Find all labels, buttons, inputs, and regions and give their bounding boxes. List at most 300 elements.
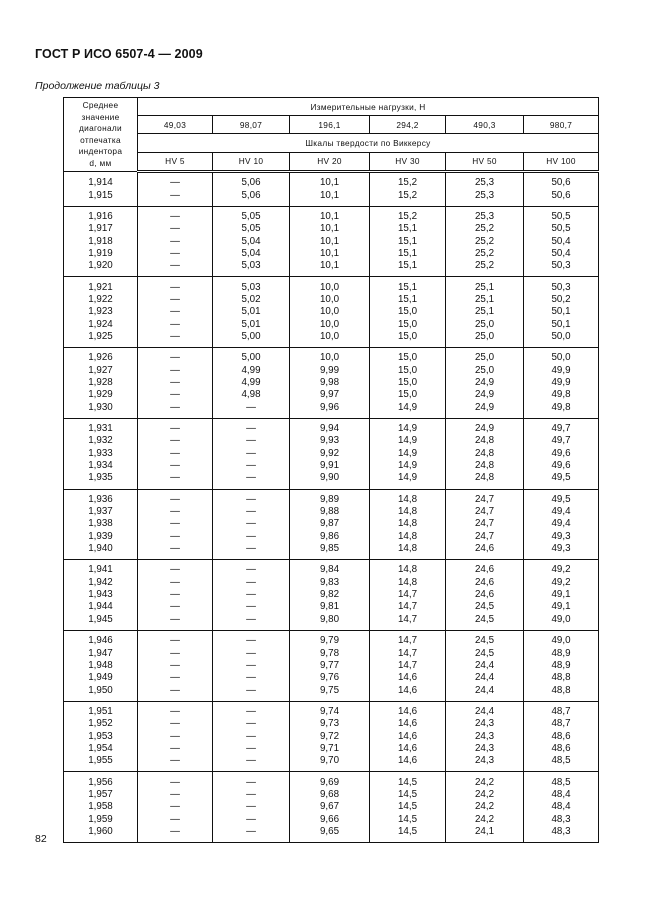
hardness-cell: — [213,614,290,631]
hardness-cell: 10,1 [290,223,370,235]
hardness-cell: 48,5 [524,755,599,772]
hardness-cell: 5,00 [213,331,290,348]
hardness-cell: 24,8 [446,435,524,447]
hardness-cell: 25,3 [446,172,524,190]
hardness-cell: 5,05 [213,206,290,223]
hardness-cell: 49,1 [524,589,599,601]
diagonal-cell: 1,948 [64,660,138,672]
hardness-cell: — [213,543,290,560]
table-row [64,318,599,330]
hardness-cell: 24,6 [446,543,524,560]
diagonal-cell: 1,937 [64,506,138,518]
hardness-cell: 9,65 [290,826,370,843]
diagonal-cell: 1,916 [64,206,138,223]
hardness-cell: — [138,489,213,506]
hardness-cell: — [138,277,213,294]
diagonal-cell: 1,944 [64,601,138,613]
hardness-cell: 24,2 [446,772,524,789]
hardness-cell: 48,8 [524,684,599,701]
table-row [64,813,599,825]
hardness-cell: 49,4 [524,518,599,530]
hardness-cell: 10,1 [290,189,370,206]
hardness-cell: — [138,684,213,701]
hardness-cell: 24,8 [446,472,524,489]
scale-label: HV 10 [213,152,290,171]
hardness-cell: 24,9 [446,402,524,419]
table-row [64,189,599,206]
hardness-cell: — [213,435,290,447]
hardness-cell: 5,04 [213,248,290,260]
diagonal-cell: 1,938 [64,518,138,530]
hardness-cell: 9,67 [290,801,370,813]
hardness-cell: — [138,418,213,435]
hardness-cell: 48,6 [524,730,599,742]
hardness-cell: 24,1 [446,826,524,843]
hardness-cell: 49,0 [524,614,599,631]
hardness-cell: 24,4 [446,684,524,701]
hardness-cell: 9,79 [290,631,370,648]
hardness-cell: 25,2 [446,235,524,247]
diagonal-cell: 1,942 [64,577,138,589]
table-row [64,730,599,742]
table-row [64,331,599,348]
hardness-cell: — [138,560,213,577]
hardness-cell: 24,7 [446,518,524,530]
diagonal-cell: 1,960 [64,826,138,843]
hardness-cell: 24,9 [446,377,524,389]
hardness-cell: — [138,206,213,223]
hardness-cell: 10,1 [290,172,370,190]
scales-row [64,152,599,171]
hardness-cell: 9,99 [290,364,370,376]
table-row [64,172,599,190]
hardness-cell: 49,3 [524,531,599,543]
hardness-cell: 14,7 [370,660,446,672]
hardness-cell: 14,8 [370,543,446,560]
corner-line: диагонали [79,123,122,133]
hardness-cell: 9,86 [290,531,370,543]
hardness-cell: — [213,589,290,601]
hardness-cell: 24,4 [446,701,524,718]
hardness-table [63,97,599,843]
hardness-cell: 15,1 [370,277,446,294]
hardness-cell: 49,3 [524,543,599,560]
hardness-cell: 24,3 [446,755,524,772]
hardness-cell: 24,3 [446,730,524,742]
hardness-cell: 14,6 [370,684,446,701]
table-row [64,647,599,659]
hardness-cell: 14,5 [370,772,446,789]
hardness-cell: 14,5 [370,801,446,813]
hardness-cell: 50,3 [524,277,599,294]
hardness-cell: 25,0 [446,318,524,330]
hardness-cell: — [138,589,213,601]
diagonal-cell: 1,919 [64,248,138,260]
diagonal-cell: 1,940 [64,543,138,560]
hardness-cell: 24,5 [446,647,524,659]
table-row [64,589,599,601]
hardness-cell: 50,2 [524,294,599,306]
hardness-cell: — [213,755,290,772]
hardness-cell: — [138,518,213,530]
hardness-cell: 5,06 [213,172,290,190]
hardness-cell: — [138,172,213,190]
hardness-cell: 14,8 [370,560,446,577]
diagonal-cell: 1,924 [64,318,138,330]
hardness-cell: — [138,260,213,277]
table-row [64,260,599,277]
hardness-cell: 9,91 [290,460,370,472]
hardness-cell: 5,05 [213,223,290,235]
hardness-cell: 9,66 [290,813,370,825]
hardness-cell: 24,3 [446,743,524,755]
hardness-cell: — [213,743,290,755]
scale-label: HV 30 [370,152,446,171]
hardness-cell: — [213,684,290,701]
hardness-cell: — [138,235,213,247]
hardness-cell: 49,8 [524,402,599,419]
hardness-cell: — [213,472,290,489]
hardness-cell: 50,5 [524,206,599,223]
hardness-cell: 9,82 [290,589,370,601]
diagonal-cell: 1,917 [64,223,138,235]
hardness-cell: — [138,577,213,589]
table-row [64,348,599,365]
table-row [64,684,599,701]
hardness-cell: — [138,826,213,843]
hardness-cell: 25,1 [446,306,524,318]
table-row [64,506,599,518]
corner-line: индентора [78,146,123,156]
hardness-cell: — [138,801,213,813]
hardness-cell: 50,0 [524,331,599,348]
hardness-cell: — [138,614,213,631]
hardness-cell: 48,4 [524,789,599,801]
hardness-cell: 9,87 [290,518,370,530]
hardness-cell: 49,2 [524,577,599,589]
hardness-cell: — [213,660,290,672]
hardness-cell: 15,1 [370,248,446,260]
hardness-cell: — [138,701,213,718]
hardness-cell: 50,3 [524,260,599,277]
hardness-cell: — [213,418,290,435]
diagonal-cell: 1,950 [64,684,138,701]
hardness-cell: 25,2 [446,223,524,235]
hardness-cell: 10,0 [290,318,370,330]
diagonal-cell: 1,956 [64,772,138,789]
hardness-cell: — [138,601,213,613]
hardness-cell: 48,7 [524,718,599,730]
diagonal-cell: 1,947 [64,647,138,659]
hardness-cell: — [138,448,213,460]
hardness-cell: 9,90 [290,472,370,489]
diagonal-cell: 1,939 [64,531,138,543]
page-number: 82 [35,833,47,845]
hardness-cell: — [138,647,213,659]
hardness-cell: — [138,377,213,389]
table-row [64,755,599,772]
hardness-cell: 24,6 [446,589,524,601]
hardness-cell: 9,76 [290,672,370,684]
hardness-cell: — [213,577,290,589]
table-row [64,277,599,294]
table-row [64,206,599,223]
hardness-cell: 15,0 [370,377,446,389]
hardness-cell: 9,75 [290,684,370,701]
hardness-cell: 14,6 [370,701,446,718]
hardness-cell: 10,1 [290,248,370,260]
hardness-cell: 10,0 [290,294,370,306]
hardness-cell: — [213,813,290,825]
hardness-cell: 9,68 [290,789,370,801]
hardness-cell: 14,6 [370,755,446,772]
row-group [64,560,599,631]
hardness-cell: 48,7 [524,701,599,718]
hardness-cell: — [138,755,213,772]
hardness-cell: 9,74 [290,701,370,718]
hardness-cell: 48,3 [524,826,599,843]
hardness-cell: 25,0 [446,331,524,348]
hardness-cell: 49,6 [524,460,599,472]
table-row [64,223,599,235]
diagonal-column-header [64,98,138,172]
hardness-cell: 25,0 [446,364,524,376]
table-row [64,518,599,530]
hardness-cell: 24,9 [446,418,524,435]
hardness-cell: — [213,601,290,613]
hardness-cell: — [213,402,290,419]
hardness-cell: 14,9 [370,435,446,447]
diagonal-cell: 1,935 [64,472,138,489]
diagonal-cell: 1,926 [64,348,138,365]
table-row [64,448,599,460]
load-value: 294,2 [370,116,446,134]
hardness-cell: 9,84 [290,560,370,577]
hardness-cell: — [213,506,290,518]
hardness-cell: — [138,730,213,742]
table-row [64,772,599,789]
hardness-cell: 9,93 [290,435,370,447]
hardness-cell: 14,6 [370,730,446,742]
diagonal-cell: 1,921 [64,277,138,294]
hardness-cell: 9,70 [290,755,370,772]
hardness-cell: — [138,331,213,348]
hardness-cell: 25,0 [446,348,524,365]
diagonal-cell: 1,957 [64,789,138,801]
hardness-cell: 10,0 [290,277,370,294]
hardness-cell: — [138,789,213,801]
hardness-cell: 48,3 [524,813,599,825]
diagonal-cell: 1,925 [64,331,138,348]
table-row [64,660,599,672]
diagonal-cell: 1,946 [64,631,138,648]
hardness-cell: 14,7 [370,601,446,613]
table-row [64,801,599,813]
table-row [64,631,599,648]
diagonal-cell: 1,918 [64,235,138,247]
hardness-cell: 49,9 [524,364,599,376]
hardness-cell: — [138,506,213,518]
scale-label: HV 5 [138,152,213,171]
load-value: 980,7 [524,116,599,134]
hardness-cell: 15,0 [370,389,446,401]
hardness-cell: — [138,306,213,318]
hardness-cell: 10,1 [290,260,370,277]
table-row [64,672,599,684]
hardness-cell: — [213,531,290,543]
hardness-cell: 9,77 [290,660,370,672]
hardness-cell: 10,0 [290,306,370,318]
hardness-cell: 9,83 [290,577,370,589]
hardness-cell: — [213,789,290,801]
diagonal-cell: 1,943 [64,589,138,601]
load-value: 490,3 [446,116,524,134]
hardness-cell: — [138,248,213,260]
hardness-cell: 10,1 [290,235,370,247]
hardness-cell: 14,9 [370,472,446,489]
hardness-cell: 25,3 [446,206,524,223]
hardness-cell: — [138,364,213,376]
hardness-cell: 14,7 [370,589,446,601]
table-row [64,435,599,447]
hardness-cell: 4,98 [213,389,290,401]
hardness-cell: 14,8 [370,577,446,589]
hardness-cell: 14,5 [370,813,446,825]
hardness-cell: 25,1 [446,277,524,294]
hardness-cell: 24,3 [446,718,524,730]
hardness-cell: 48,9 [524,647,599,659]
hardness-cell: 24,7 [446,531,524,543]
table-row [64,248,599,260]
hardness-cell: 15,1 [370,235,446,247]
hardness-cell: — [138,223,213,235]
diagonal-cell: 1,930 [64,402,138,419]
hardness-cell: — [138,772,213,789]
scale-label: HV 100 [524,152,599,171]
scales-header: Шкалы твердости по Виккерсу [138,134,599,152]
hardness-cell: 9,80 [290,614,370,631]
hardness-cell: — [213,772,290,789]
hardness-cell: 14,9 [370,402,446,419]
table-row [64,364,599,376]
hardness-cell: 9,94 [290,418,370,435]
hardness-cell: 9,73 [290,718,370,730]
hardness-cell: 14,6 [370,672,446,684]
hardness-cell: 15,1 [370,294,446,306]
hardness-cell: 5,02 [213,294,290,306]
table-row [64,402,599,419]
hardness-cell: 14,6 [370,743,446,755]
hardness-cell: 4,99 [213,364,290,376]
hardness-cell: 50,1 [524,306,599,318]
corner-line-unit: d, мм [89,157,112,168]
hardness-cell: — [138,435,213,447]
hardness-cell: 15,0 [370,331,446,348]
table-header [64,98,599,172]
hardness-cell: 24,2 [446,789,524,801]
table-row [64,543,599,560]
hardness-cell: — [213,801,290,813]
diagonal-cell: 1,931 [64,418,138,435]
corner-line: значение [81,111,120,122]
loads-header: Измерительные нагрузки, Н [138,98,599,116]
hardness-cell: — [138,543,213,560]
hardness-cell: 15,2 [370,172,446,190]
hardness-cell: — [213,672,290,684]
hardness-cell: 5,03 [213,260,290,277]
row-group [64,277,599,348]
table-row [64,601,599,613]
hardness-cell: 15,1 [370,223,446,235]
hardness-cell: 5,00 [213,348,290,365]
diagonal-cell: 1,958 [64,801,138,813]
hardness-cell: — [138,813,213,825]
hardness-cell: 24,6 [446,560,524,577]
hardness-cell: — [213,730,290,742]
hardness-cell: 48,5 [524,772,599,789]
hardness-cell: 49,7 [524,435,599,447]
hardness-cell: 49,0 [524,631,599,648]
table-row [64,472,599,489]
hardness-cell: 24,5 [446,631,524,648]
load-value: 98,07 [213,116,290,134]
hardness-cell: — [213,560,290,577]
scale-label: HV 20 [290,152,370,171]
hardness-cell: 14,6 [370,718,446,730]
hardness-cell: — [213,448,290,460]
hardness-cell: — [213,647,290,659]
row-group [64,631,599,702]
table-row [64,614,599,631]
hardness-cell: — [213,701,290,718]
hardness-cell: 15,0 [370,364,446,376]
hardness-cell: 9,85 [290,543,370,560]
diagonal-cell: 1,951 [64,701,138,718]
corner-line: Среднее [82,100,119,110]
hardness-cell: 14,5 [370,789,446,801]
hardness-cell: — [138,672,213,684]
hardness-cell: 9,89 [290,489,370,506]
hardness-cell: — [138,472,213,489]
hardness-cell: 25,3 [446,189,524,206]
hardness-cell: 5,04 [213,235,290,247]
hardness-cell: 24,8 [446,460,524,472]
hardness-cell: — [138,318,213,330]
hardness-cell: 15,2 [370,189,446,206]
hardness-cell: 9,72 [290,730,370,742]
hardness-cell: 14,9 [370,460,446,472]
hardness-cell: 9,81 [290,601,370,613]
hardness-cell: — [213,718,290,730]
diagonal-cell: 1,941 [64,560,138,577]
table-row [64,826,599,843]
hardness-cell: — [138,660,213,672]
corner-line: отпечатка [80,134,121,145]
hardness-cell: 24,5 [446,601,524,613]
diagonal-cell: 1,945 [64,614,138,631]
hardness-cell: 50,1 [524,318,599,330]
hardness-cell: 50,6 [524,172,599,190]
load-value: 196,1 [290,116,370,134]
hardness-cell: 50,4 [524,248,599,260]
row-group [64,206,599,277]
hardness-cell: 49,2 [524,560,599,577]
hardness-cell: 24,4 [446,660,524,672]
hardness-cell: 5,03 [213,277,290,294]
hardness-cell: 49,9 [524,377,599,389]
hardness-cell: 15,0 [370,306,446,318]
table-row [64,718,599,730]
